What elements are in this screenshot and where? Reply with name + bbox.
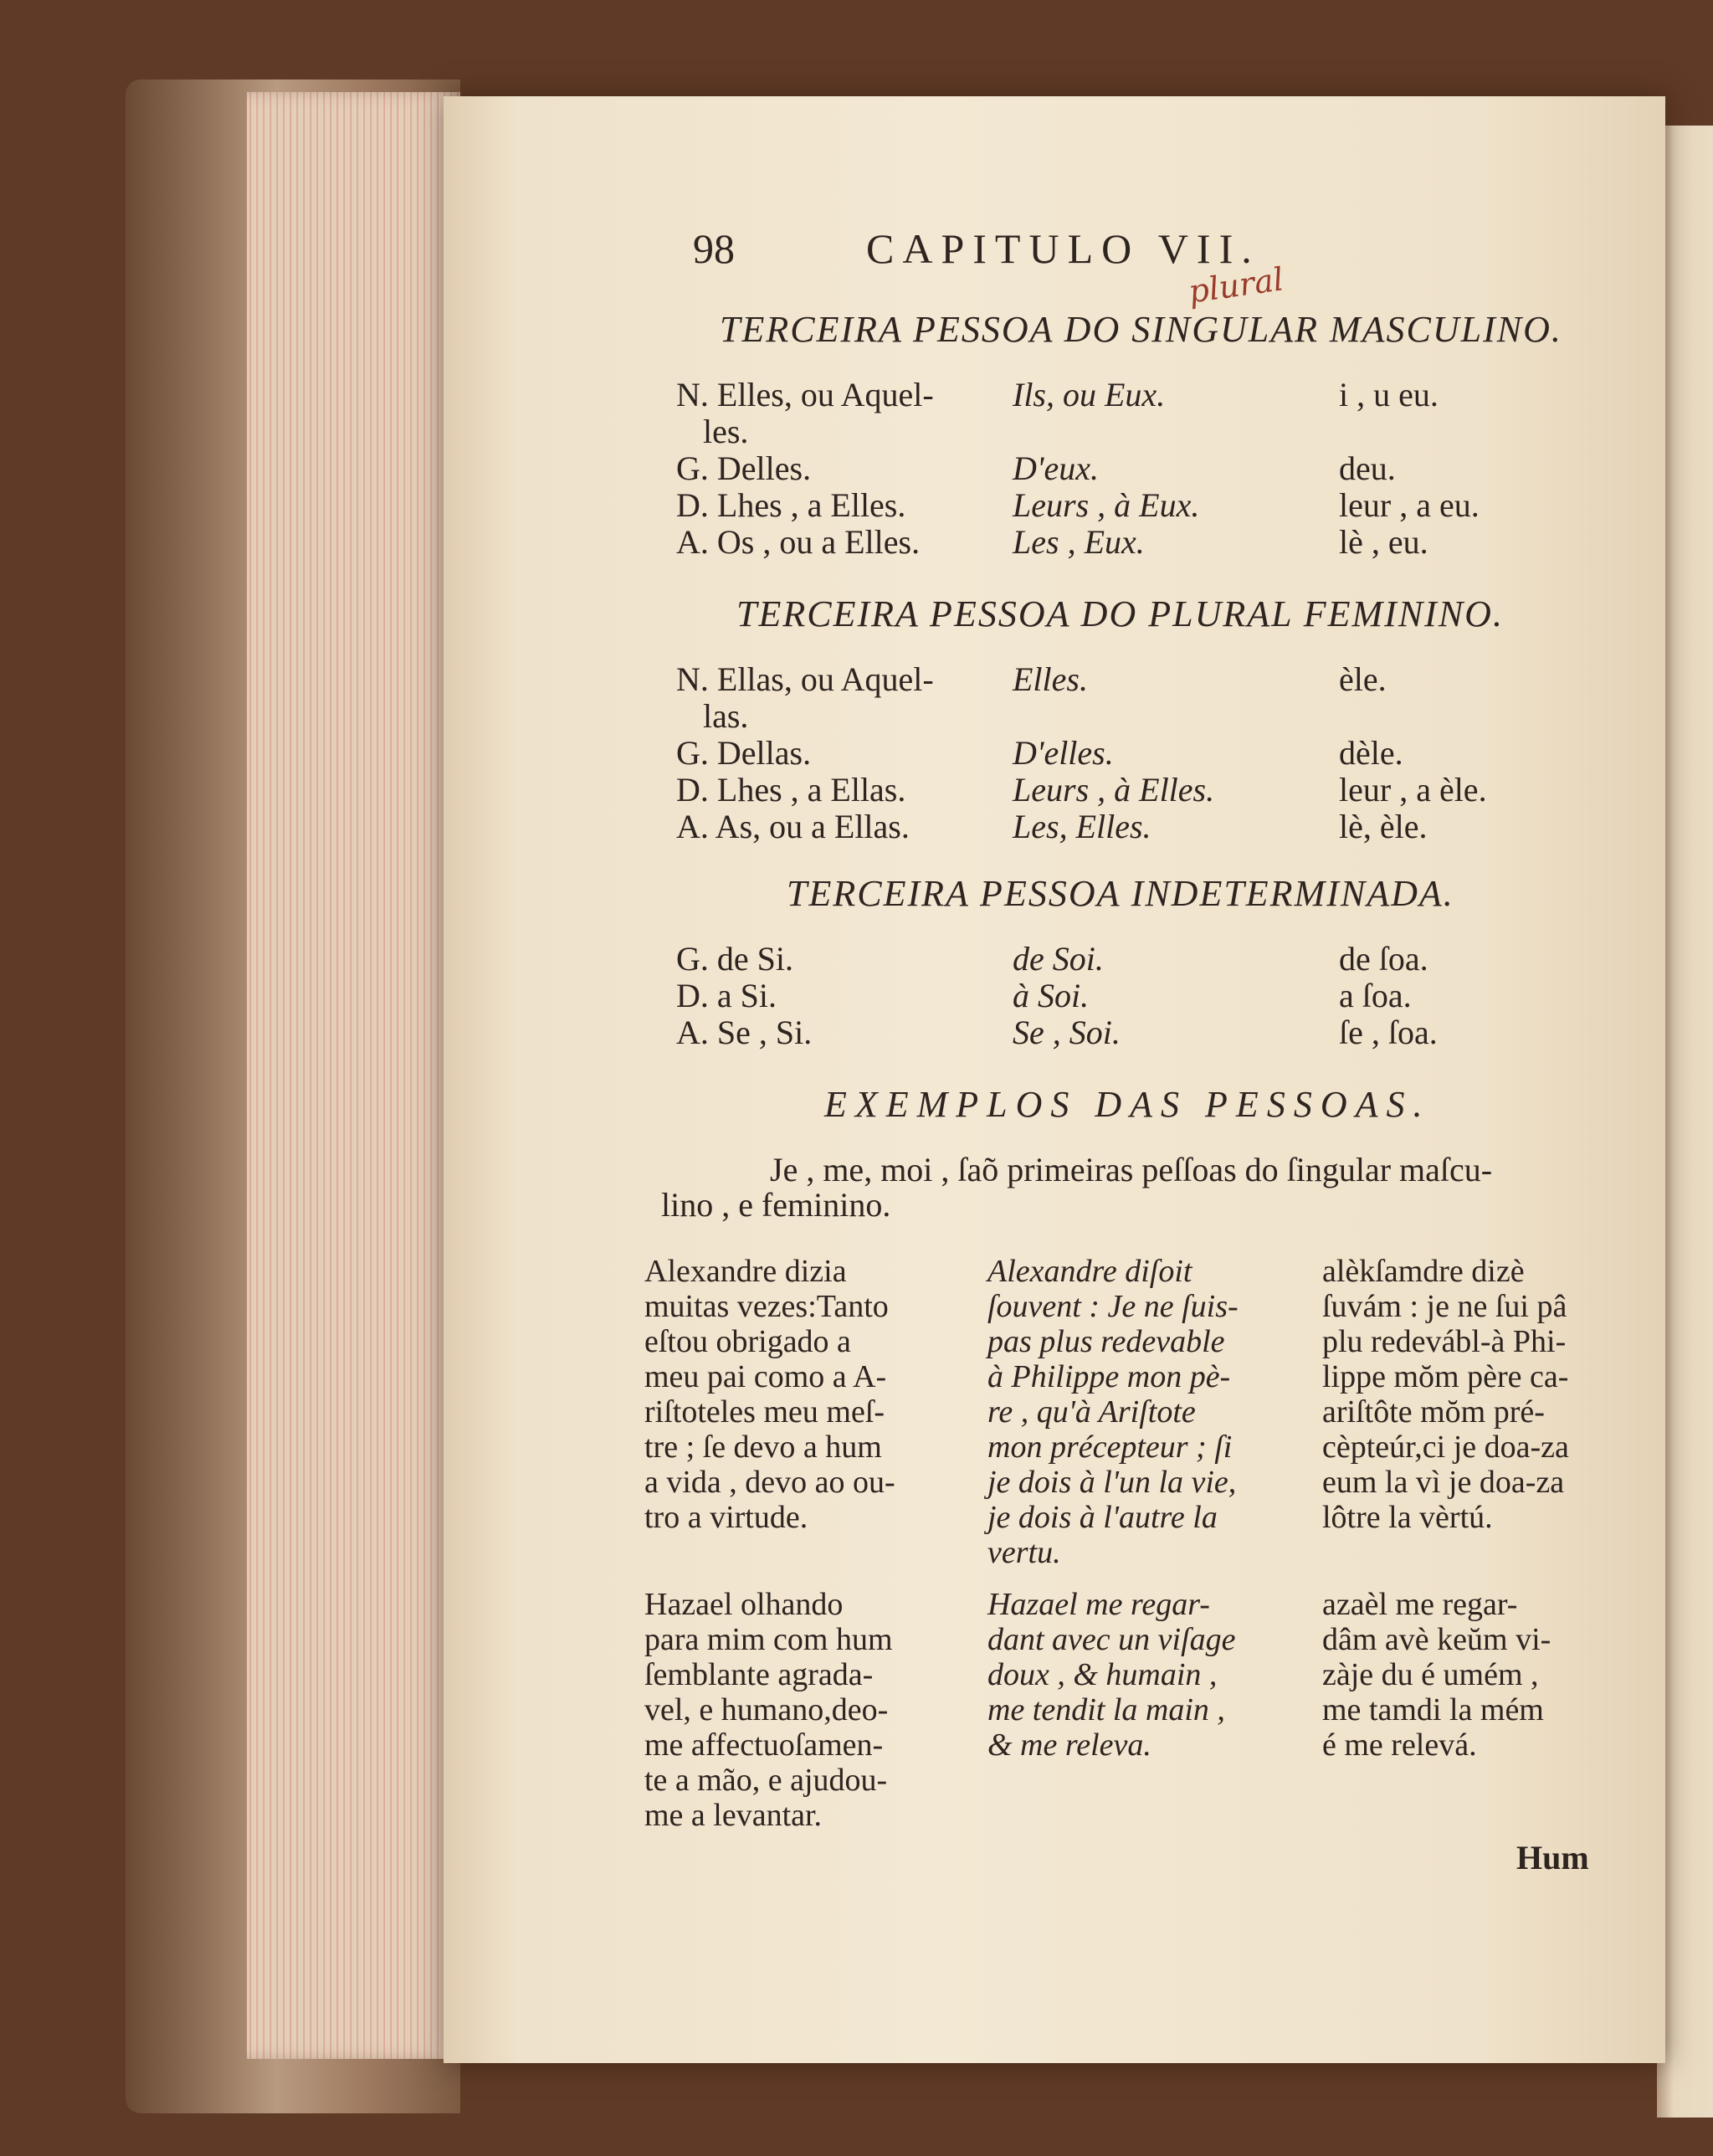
example-line: zàje du é umém , <box>1322 1657 1539 1692</box>
example-line: re , qu'à Ariſtote <box>987 1394 1196 1430</box>
table-cell: A. Os , ou a Elles. <box>676 523 921 561</box>
table-cell: D. Lhes , a Ellas. <box>676 771 906 808</box>
table-cell: a ſoa. <box>1339 977 1412 1014</box>
catchword: Hum <box>1516 1839 1589 1876</box>
example-line: te a mão, e ajudou- <box>644 1763 888 1798</box>
example-line: eum la vì je doa-za <box>1322 1465 1565 1500</box>
table-cell: N. Ellas, ou Aquel- <box>676 660 934 698</box>
table-cell: leur , a eu. <box>1339 486 1480 524</box>
example-line: vertu. <box>987 1535 1061 1570</box>
example-line: cèpteúr,ci je doa-za <box>1322 1430 1569 1465</box>
example-line: me a levantar. <box>644 1798 823 1833</box>
example-line: lôtre la vèrtú. <box>1322 1500 1493 1535</box>
example-line: je dois à l'autre la <box>987 1500 1218 1535</box>
intro-line: lino , e feminino. <box>661 1186 891 1224</box>
example-line: me tamdi la mém <box>1322 1692 1544 1727</box>
example-line: tro a virtude. <box>644 1500 808 1535</box>
table-cell: las. <box>703 697 749 735</box>
example-line: tre ; ſe devo a hum <box>644 1430 882 1465</box>
example-line: pas plus redevable <box>987 1324 1225 1359</box>
example-line: me affectuoſamen- <box>644 1727 884 1763</box>
example-line: azaèl me regar- <box>1322 1587 1518 1622</box>
examples-heading: EXEMPLOS DAS PESSOAS. <box>824 1084 1431 1125</box>
table-cell: à Soi. <box>1013 977 1090 1014</box>
table-cell: lè, èle. <box>1339 808 1428 845</box>
intro-line: Je , me, moi , ſaõ primeiras peſſoas do ſingular maſcu- <box>770 1151 1493 1188</box>
example-line: ariſtôte mŏm pré- <box>1322 1394 1545 1430</box>
section-heading: TERCEIRA PESSOA DO SINGULAR MASCULINO. <box>720 309 1562 350</box>
table-cell: D'eux. <box>1013 449 1099 487</box>
table-cell: A. As, ou a Ellas. <box>676 808 910 845</box>
handwritten-annotation: plural <box>1186 260 1286 311</box>
example-line: Hazael olhando <box>644 1587 844 1622</box>
table-cell: G. Dellas. <box>676 734 812 772</box>
example-line: je dois à l'un la vie, <box>987 1465 1237 1500</box>
example-line: para mim com hum <box>644 1622 893 1657</box>
example-line: é me relevá. <box>1322 1727 1477 1763</box>
example-line: Alexandre diſoit <box>987 1254 1192 1289</box>
example-line: Hazael me regar- <box>987 1587 1210 1622</box>
section-heading: TERCEIRA PESSOA DO PLURAL FEMININO. <box>736 593 1504 634</box>
example-line: muitas vezes:Tanto <box>644 1289 889 1324</box>
section-heading: TERCEIRA PESSOA INDETERMINADA. <box>787 873 1454 914</box>
table-cell: i , u eu. <box>1339 376 1439 413</box>
facing-page-edge <box>1657 126 1713 2118</box>
page-edges <box>247 92 460 2059</box>
table-cell: Elles. <box>1013 660 1088 698</box>
example-line: dâm avè keŭm vi- <box>1322 1622 1551 1657</box>
example-line: doux , & humain , <box>987 1657 1218 1692</box>
table-cell: èle. <box>1339 660 1387 698</box>
table-cell: D'elles. <box>1013 734 1114 772</box>
table-cell: leur , a èle. <box>1339 771 1487 808</box>
table-cell: Les, Elles. <box>1013 808 1151 845</box>
table-cell: lè , eu. <box>1339 523 1428 561</box>
example-line: mon précepteur ; ſi <box>987 1430 1233 1465</box>
table-cell: Ils, ou Eux. <box>1013 376 1166 413</box>
table-cell: de ſoa. <box>1339 940 1428 978</box>
example-line: dant avec un viſage <box>987 1622 1236 1657</box>
example-line: eſtou obrigado a <box>644 1324 851 1359</box>
table-cell: G. de Si. <box>676 940 793 978</box>
table-cell: A. Se , Si. <box>676 1014 813 1051</box>
chapter-title: CAPITULO VII. <box>866 225 1260 272</box>
example-line: vel, e humano,deo- <box>644 1692 889 1727</box>
table-cell: D. Lhes , a Elles. <box>676 486 906 524</box>
table-cell: Leurs , à Elles. <box>1013 771 1215 808</box>
table-cell: Se , Soi. <box>1013 1014 1121 1051</box>
page-number: 98 <box>693 225 735 272</box>
table-cell: deu. <box>1339 449 1396 487</box>
table-cell: ſe , ſoa. <box>1339 1014 1438 1051</box>
table-cell: Les , Eux. <box>1013 523 1145 561</box>
example-line: lippe mŏm père ca- <box>1322 1359 1569 1394</box>
table-cell: Leurs , à Eux. <box>1013 486 1200 524</box>
example-line: meu pai como a A- <box>644 1359 887 1394</box>
example-line: a vida , devo ao ou- <box>644 1465 895 1500</box>
example-line: riſtoteles meu meſ- <box>644 1394 885 1430</box>
example-line: ſouvent : Je ne ſuis- <box>987 1289 1239 1324</box>
example-line: plu redevábl-à Phi- <box>1322 1324 1567 1359</box>
example-line: ſemblante agrada- <box>644 1657 874 1692</box>
example-line: Alexandre dizia <box>644 1254 847 1289</box>
example-line: ſuvám : je ne ſui pâ <box>1322 1289 1567 1324</box>
example-line: & me releva. <box>987 1727 1151 1763</box>
table-cell: D. a Si. <box>676 977 777 1014</box>
table-cell: les. <box>703 413 749 450</box>
table-cell: dèle. <box>1339 734 1403 772</box>
table-cell: N. Elles, ou Aquel- <box>676 376 934 413</box>
table-cell: de Soi. <box>1013 940 1104 978</box>
table-cell: G. Delles. <box>676 449 812 487</box>
example-line: à Philippe mon pè- <box>987 1359 1231 1394</box>
example-line: me tendit la main , <box>987 1692 1225 1727</box>
example-line: alèkſamdre dizè <box>1322 1254 1525 1289</box>
